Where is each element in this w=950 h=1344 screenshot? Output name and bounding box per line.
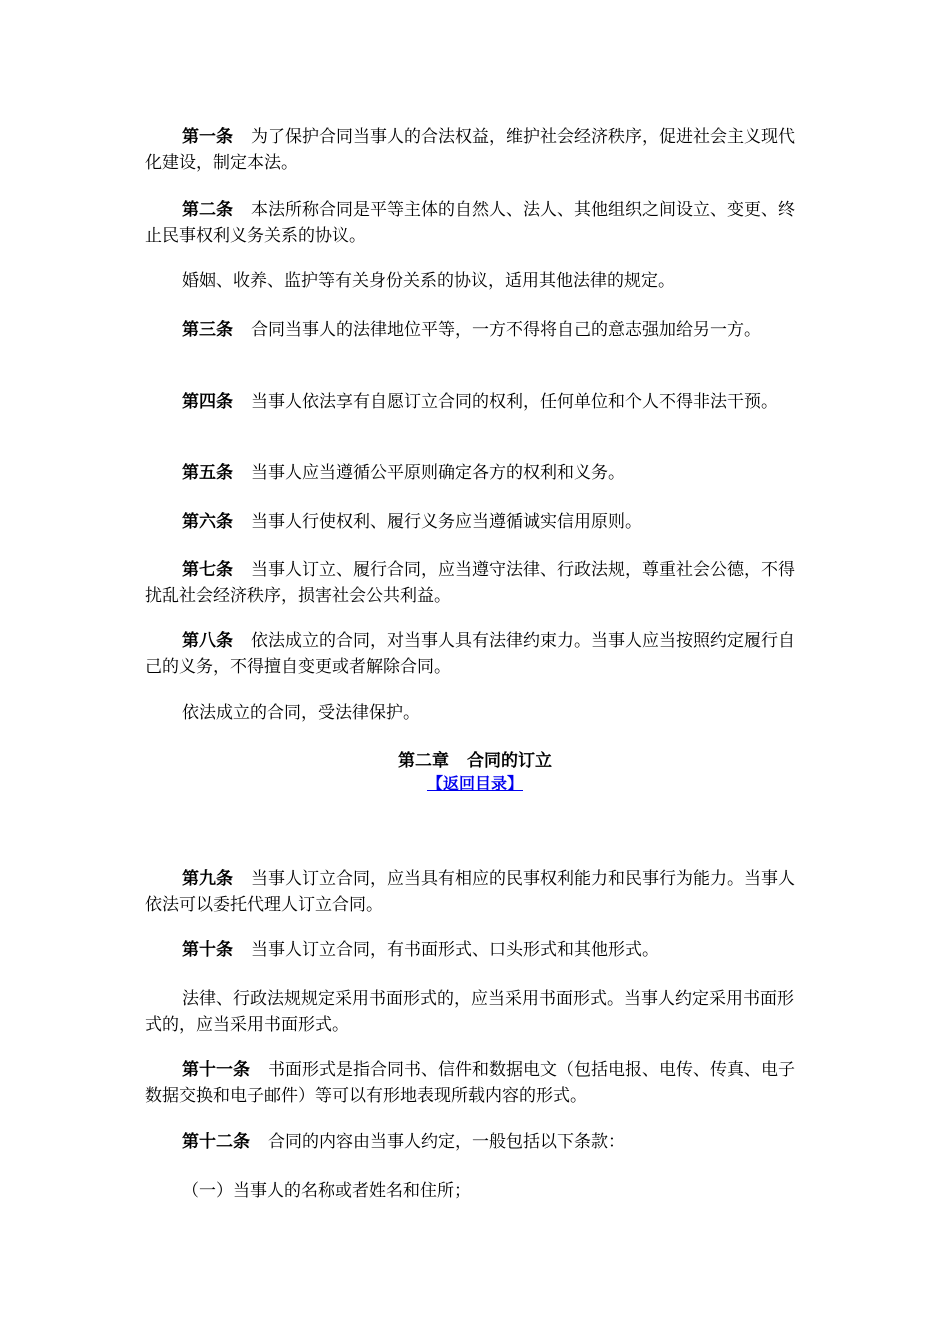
article-number: 第四条	[182, 392, 233, 412]
article-text: 当事人订立、履行合同，应当遵守法律、行政法规，尊重社会公德，不得扰乱社会经济秩序，损害社会公共利益。	[145, 560, 795, 606]
article-number: 第二条	[182, 200, 233, 220]
article-3	[145, 317, 805, 343]
article-number: 第十条	[182, 940, 233, 960]
article-text: 合同当事人的法律地位平等，一方不得将自己的意志强加给另一方。	[251, 320, 761, 340]
article-1	[145, 124, 805, 176]
article-text: 法律、行政法规规定采用书面形式的，应当采用书面形式。当事人约定采用书面形式的，应当采用书面形式。	[145, 989, 794, 1035]
article-2-paragraph-2	[145, 268, 805, 294]
article-number: 第六条	[182, 512, 233, 532]
article-11	[145, 1057, 805, 1109]
article-text: 依法成立的合同，受法律保护。	[182, 703, 420, 723]
article-8-paragraph-2	[145, 700, 805, 726]
article-number: 第一条	[182, 127, 233, 147]
article-2	[145, 197, 805, 249]
article-5	[145, 460, 805, 486]
article-number: 第五条	[182, 463, 233, 483]
chapter-title: 合同的订立	[467, 751, 552, 771]
article-12-item-1	[145, 1178, 805, 1204]
article-text: 合同的内容由当事人约定，一般包括以下条款：	[268, 1132, 625, 1152]
article-text: 依法成立的合同，对当事人具有法律约束力。当事人应当按照约定履行自己的义务，不得擅自变更或者解除合同。	[145, 631, 795, 677]
article-text: 当事人依法享有自愿订立合同的权利，任何单位和个人不得非法干预。	[251, 392, 778, 412]
article-6	[145, 509, 805, 535]
article-7	[145, 557, 805, 609]
article-4	[145, 389, 805, 415]
article-text: 当事人应当遵循公平原则确定各方的权利和义务。	[251, 463, 625, 483]
article-9	[145, 866, 805, 918]
article-number: 第九条	[182, 869, 233, 889]
article-text: 为了保护合同当事人的合法权益，维护社会经济秩序，促进社会主义现代化建设，制定本法。	[145, 127, 795, 173]
article-12	[145, 1129, 805, 1155]
back-to-toc-link[interactable]: 【返回目录】	[426, 774, 523, 793]
article-text: 本法所称合同是平等主体的自然人、法人、其他组织之间设立、变更、终止民事权利义务关系的协议。	[145, 200, 795, 246]
back-to-toc	[145, 773, 805, 795]
article-10-paragraph-2	[145, 986, 805, 1038]
article-number: 第三条	[182, 320, 233, 340]
chapter-number: 第二章	[398, 751, 449, 771]
article-text: 当事人订立合同，有书面形式、口头形式和其他形式。	[251, 940, 659, 960]
article-text: 书面形式是指合同书、信件和数据电文（包括电报、电传、传真、电子数据交换和电子邮件）等可以有形地表现所载内容的形式。	[145, 1060, 795, 1106]
article-text: 当事人订立合同，应当具有相应的民事权利能力和民事行为能力。当事人依法可以委托代理人订立合同。	[145, 869, 795, 915]
article-number: 第十二条	[182, 1132, 250, 1152]
article-number: 第七条	[182, 560, 233, 580]
article-number: 第十一条	[182, 1060, 250, 1080]
article-text: （一）当事人的名称或者姓名和住所；	[182, 1181, 471, 1201]
chapter-heading	[145, 749, 805, 773]
article-8	[145, 628, 805, 680]
article-text: 当事人行使权利、履行义务应当遵循诚实信用原则。	[251, 512, 642, 532]
article-text: 婚姻、收养、监护等有关身份关系的协议，适用其他法律的规定。	[182, 271, 675, 291]
article-number: 第八条	[182, 631, 233, 651]
article-10	[145, 937, 805, 963]
